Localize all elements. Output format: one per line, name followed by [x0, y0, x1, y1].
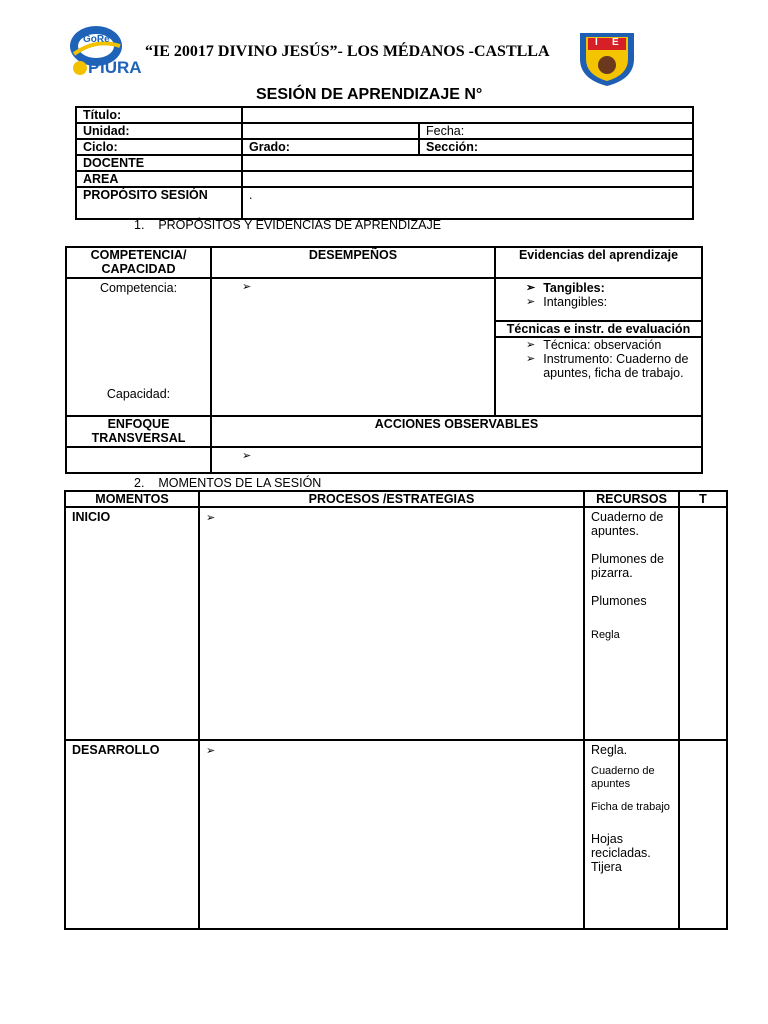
desarrollo-t — [679, 740, 727, 929]
tangibles-label: Tangibles: — [543, 281, 605, 295]
school-name: “IE 20017 DIVINO JESÚS”- LOS MÉDANOS -CASTLLA — [145, 43, 550, 60]
section2-heading: 2. MOMENTOS DE LA SESIÓN — [134, 476, 322, 490]
col-competencia: COMPETENCIA/ CAPACIDAD — [66, 247, 211, 278]
inicio-t — [679, 507, 727, 740]
competencia-cell — [66, 278, 211, 416]
arrow-icon: ➢ — [526, 353, 536, 365]
recurso-item: Plumones — [591, 594, 647, 608]
desarrollo-label: DESARROLLO — [65, 740, 199, 929]
capacidad-label: Capacidad: — [106, 387, 171, 401]
enfoque-label: ENFOQUE TRANSVERSAL — [66, 416, 211, 447]
recurso-item: Ficha de trabajo — [591, 801, 670, 813]
recurso-item: Regla. — [591, 743, 628, 757]
col-procesos: PROCESOS /ESTRATEGIAS — [199, 491, 584, 507]
fecha-label: Fecha: — [419, 123, 693, 139]
col-t: T — [679, 491, 727, 507]
logo-gore-text: GoRe — [83, 34, 110, 45]
inicio-recursos — [584, 507, 679, 740]
col-desempenos: DESEMPEÑOS — [211, 247, 495, 278]
enfoque-value — [66, 447, 211, 473]
acciones-label: ACCIONES OBSERVABLES — [211, 416, 702, 447]
intangibles-item — [526, 295, 695, 309]
crest-letter-e: E — [612, 37, 619, 48]
arrow-icon: ➢ — [242, 450, 252, 462]
recurso-item: Plumones de pizarra. — [591, 552, 664, 580]
competencia-label: Competencia: — [99, 281, 178, 295]
unidad-label: Unidad: — [76, 123, 242, 139]
instrumento-label: Instrumento: Cuaderno de apuntes, ficha de trabajo. — [543, 352, 689, 380]
area-label: AREA — [76, 171, 242, 187]
acciones-value — [211, 447, 702, 473]
school-crest — [578, 31, 636, 87]
instrumento-item — [526, 352, 695, 380]
proposito-value: . — [242, 187, 693, 219]
momentos-table — [64, 490, 728, 930]
gore-piura-logo — [68, 24, 148, 80]
inicio-label: INICIO — [65, 507, 199, 740]
proposito-label: PROPÓSITO SESIÓN — [76, 187, 242, 219]
inicio-procesos — [199, 507, 584, 740]
grado-label: Grado: — [242, 139, 419, 155]
ciclo-label: Ciclo: — [76, 139, 242, 155]
logo-piura-letter: P — [88, 58, 100, 77]
docente-value — [242, 155, 693, 171]
tangibles-item — [526, 279, 695, 295]
arrow-icon: ➢ — [526, 339, 536, 351]
page-title: SESIÓN DE APRENDIZAJE N° — [256, 86, 483, 103]
col-recursos: RECURSOS — [584, 491, 679, 507]
recurso-item: Regla — [591, 629, 620, 641]
arrow-icon: ➢ — [206, 512, 216, 524]
desarrollo-procesos — [199, 740, 584, 929]
arrow-icon: ➢ — [526, 296, 536, 308]
section1-heading: 1. PROPÓSITOS Y EVIDENCIAS DE APRENDIZAJE — [134, 218, 442, 232]
tecnicas-cell — [495, 337, 702, 416]
logo-piura-text: IURA — [100, 58, 142, 77]
arrow-icon: ➢ — [206, 745, 216, 757]
evidencias-cell — [495, 278, 702, 321]
tecnica-label: Técnica: observación — [543, 338, 662, 352]
seccion-label: Sección: — [419, 139, 693, 155]
propositos-table — [65, 246, 703, 474]
intangibles-label: Intangibles: — [543, 295, 608, 309]
desarrollo-recursos — [584, 740, 679, 929]
crest-letter-i: I — [595, 37, 598, 48]
recurso-item: Cuaderno de apuntes. — [591, 510, 664, 538]
tecnica-item — [526, 338, 695, 352]
tecnicas-header: Técnicas e instr. de evaluación — [495, 321, 702, 337]
docente-label: DOCENTE — [76, 155, 242, 171]
arrow-icon: ➢ — [242, 281, 252, 293]
titulo-label: Título: — [76, 107, 242, 123]
area-value — [242, 171, 693, 187]
arrow-icon: ➢ — [526, 282, 536, 294]
info-table — [75, 106, 694, 220]
recurso-item: Cuaderno de apuntes — [591, 765, 655, 790]
col-momentos: MOMENTOS — [65, 491, 199, 507]
titulo-value — [242, 107, 693, 123]
col-evidencias: Evidencias del aprendizaje — [495, 247, 702, 278]
desempenos-cell — [211, 278, 495, 416]
recurso-item: Hojas recicladas. Tijera — [591, 832, 651, 874]
unidad-value — [242, 123, 419, 139]
